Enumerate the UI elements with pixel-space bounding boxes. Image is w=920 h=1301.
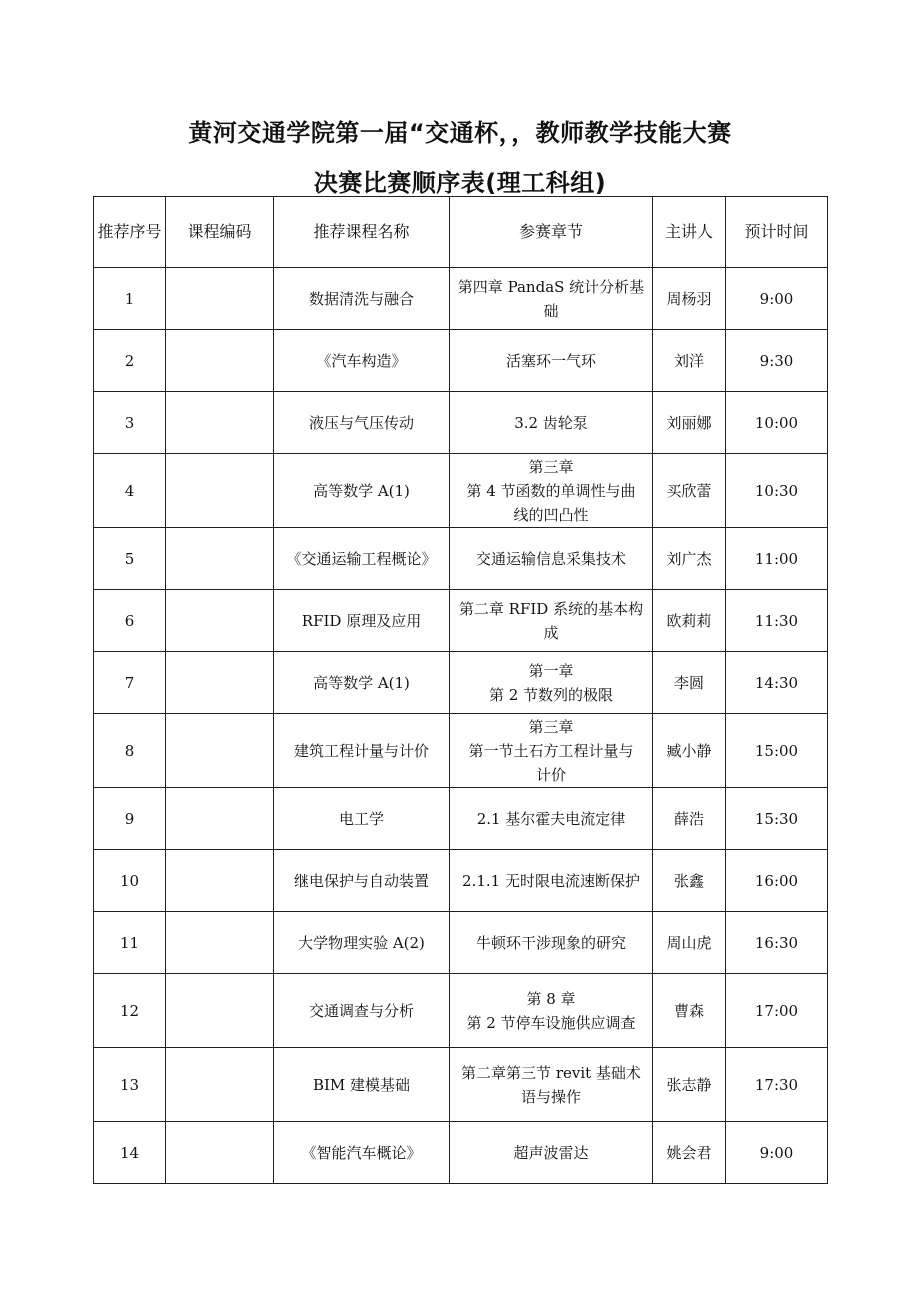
cell-scheduled-time: 11:30 xyxy=(726,590,828,652)
cell-recommend-no: 14 xyxy=(94,1122,166,1184)
cell-course-name: 建筑工程计量与计价 xyxy=(274,714,450,788)
header-recommend-no: 推荐序号 xyxy=(94,197,166,268)
table-row xyxy=(94,912,828,974)
cell-course-code xyxy=(166,1048,274,1122)
cell-chapter xyxy=(450,268,653,330)
chapter-line: 牛顿环干涉现象的研究 xyxy=(475,933,626,952)
table-row xyxy=(94,850,828,912)
cell-speaker: 曹森 xyxy=(653,974,726,1048)
chapter-line: 第二章 RFID 系统的基本构 xyxy=(458,599,644,618)
chapter-line: 第二章第三节 revit 基础术 xyxy=(461,1063,641,1082)
competition-schedule-table xyxy=(93,196,828,1184)
table-body xyxy=(94,268,828,1184)
cell-recommend-no: 2 xyxy=(94,330,166,392)
header-scheduled-time: 预计时间 xyxy=(726,197,828,268)
cell-course-name: RFID 原理及应用 xyxy=(274,590,450,652)
cell-course-name: 《汽车构造》 xyxy=(274,330,450,392)
chapter-line: 础 xyxy=(543,301,559,320)
cell-chapter xyxy=(450,714,653,788)
chapter-line: 第 4 节函数的单调性与曲 xyxy=(466,481,636,500)
cell-chapter xyxy=(450,912,653,974)
table-header-row xyxy=(94,197,828,268)
cell-course-code xyxy=(166,912,274,974)
chapter-line: 计价 xyxy=(535,765,566,784)
chapter-line: 3.2 齿轮泵 xyxy=(514,413,588,432)
table-row xyxy=(94,268,828,330)
cell-recommend-no: 8 xyxy=(94,714,166,788)
cell-course-code xyxy=(166,850,274,912)
cell-course-name: 《交通运输工程概论》 xyxy=(274,528,450,590)
cell-course-name: 数据清洗与融合 xyxy=(274,268,450,330)
chapter-line: 成 xyxy=(543,623,559,642)
chapter-line: 第 8 章 xyxy=(526,989,576,1008)
cell-course-code xyxy=(166,714,274,788)
chapter-line: 第 2 节停车设施供应调查 xyxy=(466,1013,636,1032)
cell-recommend-no: 12 xyxy=(94,974,166,1048)
table-row xyxy=(94,528,828,590)
document-title-line-1: 黄河交通学院第一届“交通杯，，教师教学技能大赛 xyxy=(188,119,732,147)
cell-course-name: 大学物理实验 A(2) xyxy=(274,912,450,974)
cell-course-code xyxy=(166,268,274,330)
cell-recommend-no: 4 xyxy=(94,454,166,528)
table-row xyxy=(94,974,828,1048)
cell-scheduled-time: 10:30 xyxy=(726,454,828,528)
chapter-line: 第三章 xyxy=(528,717,574,736)
cell-course-code xyxy=(166,1122,274,1184)
table-row xyxy=(94,330,828,392)
cell-chapter xyxy=(450,1122,653,1184)
cell-speaker: 张志静 xyxy=(653,1048,726,1122)
cell-scheduled-time: 10:00 xyxy=(726,392,828,454)
cell-recommend-no: 1 xyxy=(94,268,166,330)
chapter-line: 第一章 xyxy=(528,661,574,680)
table-row xyxy=(94,392,828,454)
cell-recommend-no: 7 xyxy=(94,652,166,714)
cell-course-code xyxy=(166,974,274,1048)
cell-speaker: 欧莉莉 xyxy=(653,590,726,652)
cell-speaker: 刘广杰 xyxy=(653,528,726,590)
cell-scheduled-time: 9:30 xyxy=(726,330,828,392)
cell-course-code xyxy=(166,528,274,590)
cell-chapter xyxy=(450,788,653,850)
cell-speaker: 薛浩 xyxy=(653,788,726,850)
table-row xyxy=(94,1122,828,1184)
cell-recommend-no: 10 xyxy=(94,850,166,912)
cell-speaker: 刘洋 xyxy=(653,330,726,392)
cell-scheduled-time: 14:30 xyxy=(726,652,828,714)
cell-course-code xyxy=(166,454,274,528)
cell-speaker: 李圆 xyxy=(653,652,726,714)
table-row xyxy=(94,1048,828,1122)
chapter-line: 活塞环一气环 xyxy=(505,351,596,370)
table-row xyxy=(94,788,828,850)
document-title-line-2: 决赛比赛顺序表(理工科组) xyxy=(313,169,607,197)
header-chapter: 参赛章节 xyxy=(450,197,653,268)
cell-speaker: 张鑫 xyxy=(653,850,726,912)
cell-recommend-no: 3 xyxy=(94,392,166,454)
cell-chapter xyxy=(450,652,653,714)
cell-scheduled-time: 17:30 xyxy=(726,1048,828,1122)
cell-course-code xyxy=(166,392,274,454)
chapter-line: 2.1 基尔霍夫电流定律 xyxy=(476,809,626,828)
cell-recommend-no: 9 xyxy=(94,788,166,850)
cell-chapter xyxy=(450,528,653,590)
cell-recommend-no: 13 xyxy=(94,1048,166,1122)
chapter-line: 第三章 xyxy=(528,457,574,476)
header-course-code: 课程编码 xyxy=(166,197,274,268)
table-row xyxy=(94,590,828,652)
cell-speaker: 周山虎 xyxy=(653,912,726,974)
cell-recommend-no: 11 xyxy=(94,912,166,974)
cell-course-name: 电工学 xyxy=(274,788,450,850)
cell-chapter xyxy=(450,392,653,454)
cell-course-name: 继电保护与自动装置 xyxy=(274,850,450,912)
table-row xyxy=(94,454,828,528)
cell-speaker: 周杨羽 xyxy=(653,268,726,330)
chapter-line: 线的凹凸性 xyxy=(513,505,589,524)
cell-scheduled-time: 16:00 xyxy=(726,850,828,912)
cell-course-name: 交通调查与分析 xyxy=(274,974,450,1048)
cell-scheduled-time: 17:00 xyxy=(726,974,828,1048)
table-row xyxy=(94,714,828,788)
cell-recommend-no: 5 xyxy=(94,528,166,590)
cell-scheduled-time: 9:00 xyxy=(726,268,828,330)
cell-chapter xyxy=(450,1048,653,1122)
cell-course-name: 液压与气压传动 xyxy=(274,392,450,454)
cell-course-code xyxy=(166,590,274,652)
cell-chapter xyxy=(450,850,653,912)
cell-course-name: 《智能汽车概论》 xyxy=(274,1122,450,1184)
table-row xyxy=(94,652,828,714)
cell-chapter xyxy=(450,974,653,1048)
cell-speaker: 臧小静 xyxy=(653,714,726,788)
chapter-line: 语与操作 xyxy=(520,1087,581,1106)
chapter-line: 第一节土石方工程计量与 xyxy=(468,741,634,760)
cell-course-name: BIM 建模基础 xyxy=(274,1048,450,1122)
cell-scheduled-time: 11:00 xyxy=(726,528,828,590)
header-speaker: 主讲人 xyxy=(653,197,726,268)
chapter-line: 第四章 PandaS 统计分析基 xyxy=(457,277,645,296)
cell-speaker: 买欣蕾 xyxy=(653,454,726,528)
cell-chapter xyxy=(450,330,653,392)
cell-scheduled-time: 9:00 xyxy=(726,1122,828,1184)
chapter-line: 超声波雷达 xyxy=(513,1143,589,1162)
chapter-line: 第 2 节数列的极限 xyxy=(488,685,614,704)
cell-course-name: 高等数学 A(1) xyxy=(274,454,450,528)
cell-scheduled-time: 15:00 xyxy=(726,714,828,788)
cell-chapter xyxy=(450,590,653,652)
cell-scheduled-time: 15:30 xyxy=(726,788,828,850)
header-course-name: 推荐课程名称 xyxy=(274,197,450,268)
cell-recommend-no: 6 xyxy=(94,590,166,652)
chapter-line: 交通运输信息采集技术 xyxy=(475,549,626,568)
cell-speaker: 刘丽娜 xyxy=(653,392,726,454)
cell-course-name: 高等数学 A(1) xyxy=(274,652,450,714)
cell-course-code xyxy=(166,788,274,850)
cell-speaker: 姚会君 xyxy=(653,1122,726,1184)
cell-scheduled-time: 16:30 xyxy=(726,912,828,974)
chapter-line: 2.1.1 无时限电流速断保护 xyxy=(462,871,640,890)
cell-course-code xyxy=(166,330,274,392)
cell-course-code xyxy=(166,652,274,714)
cell-chapter xyxy=(450,454,653,528)
